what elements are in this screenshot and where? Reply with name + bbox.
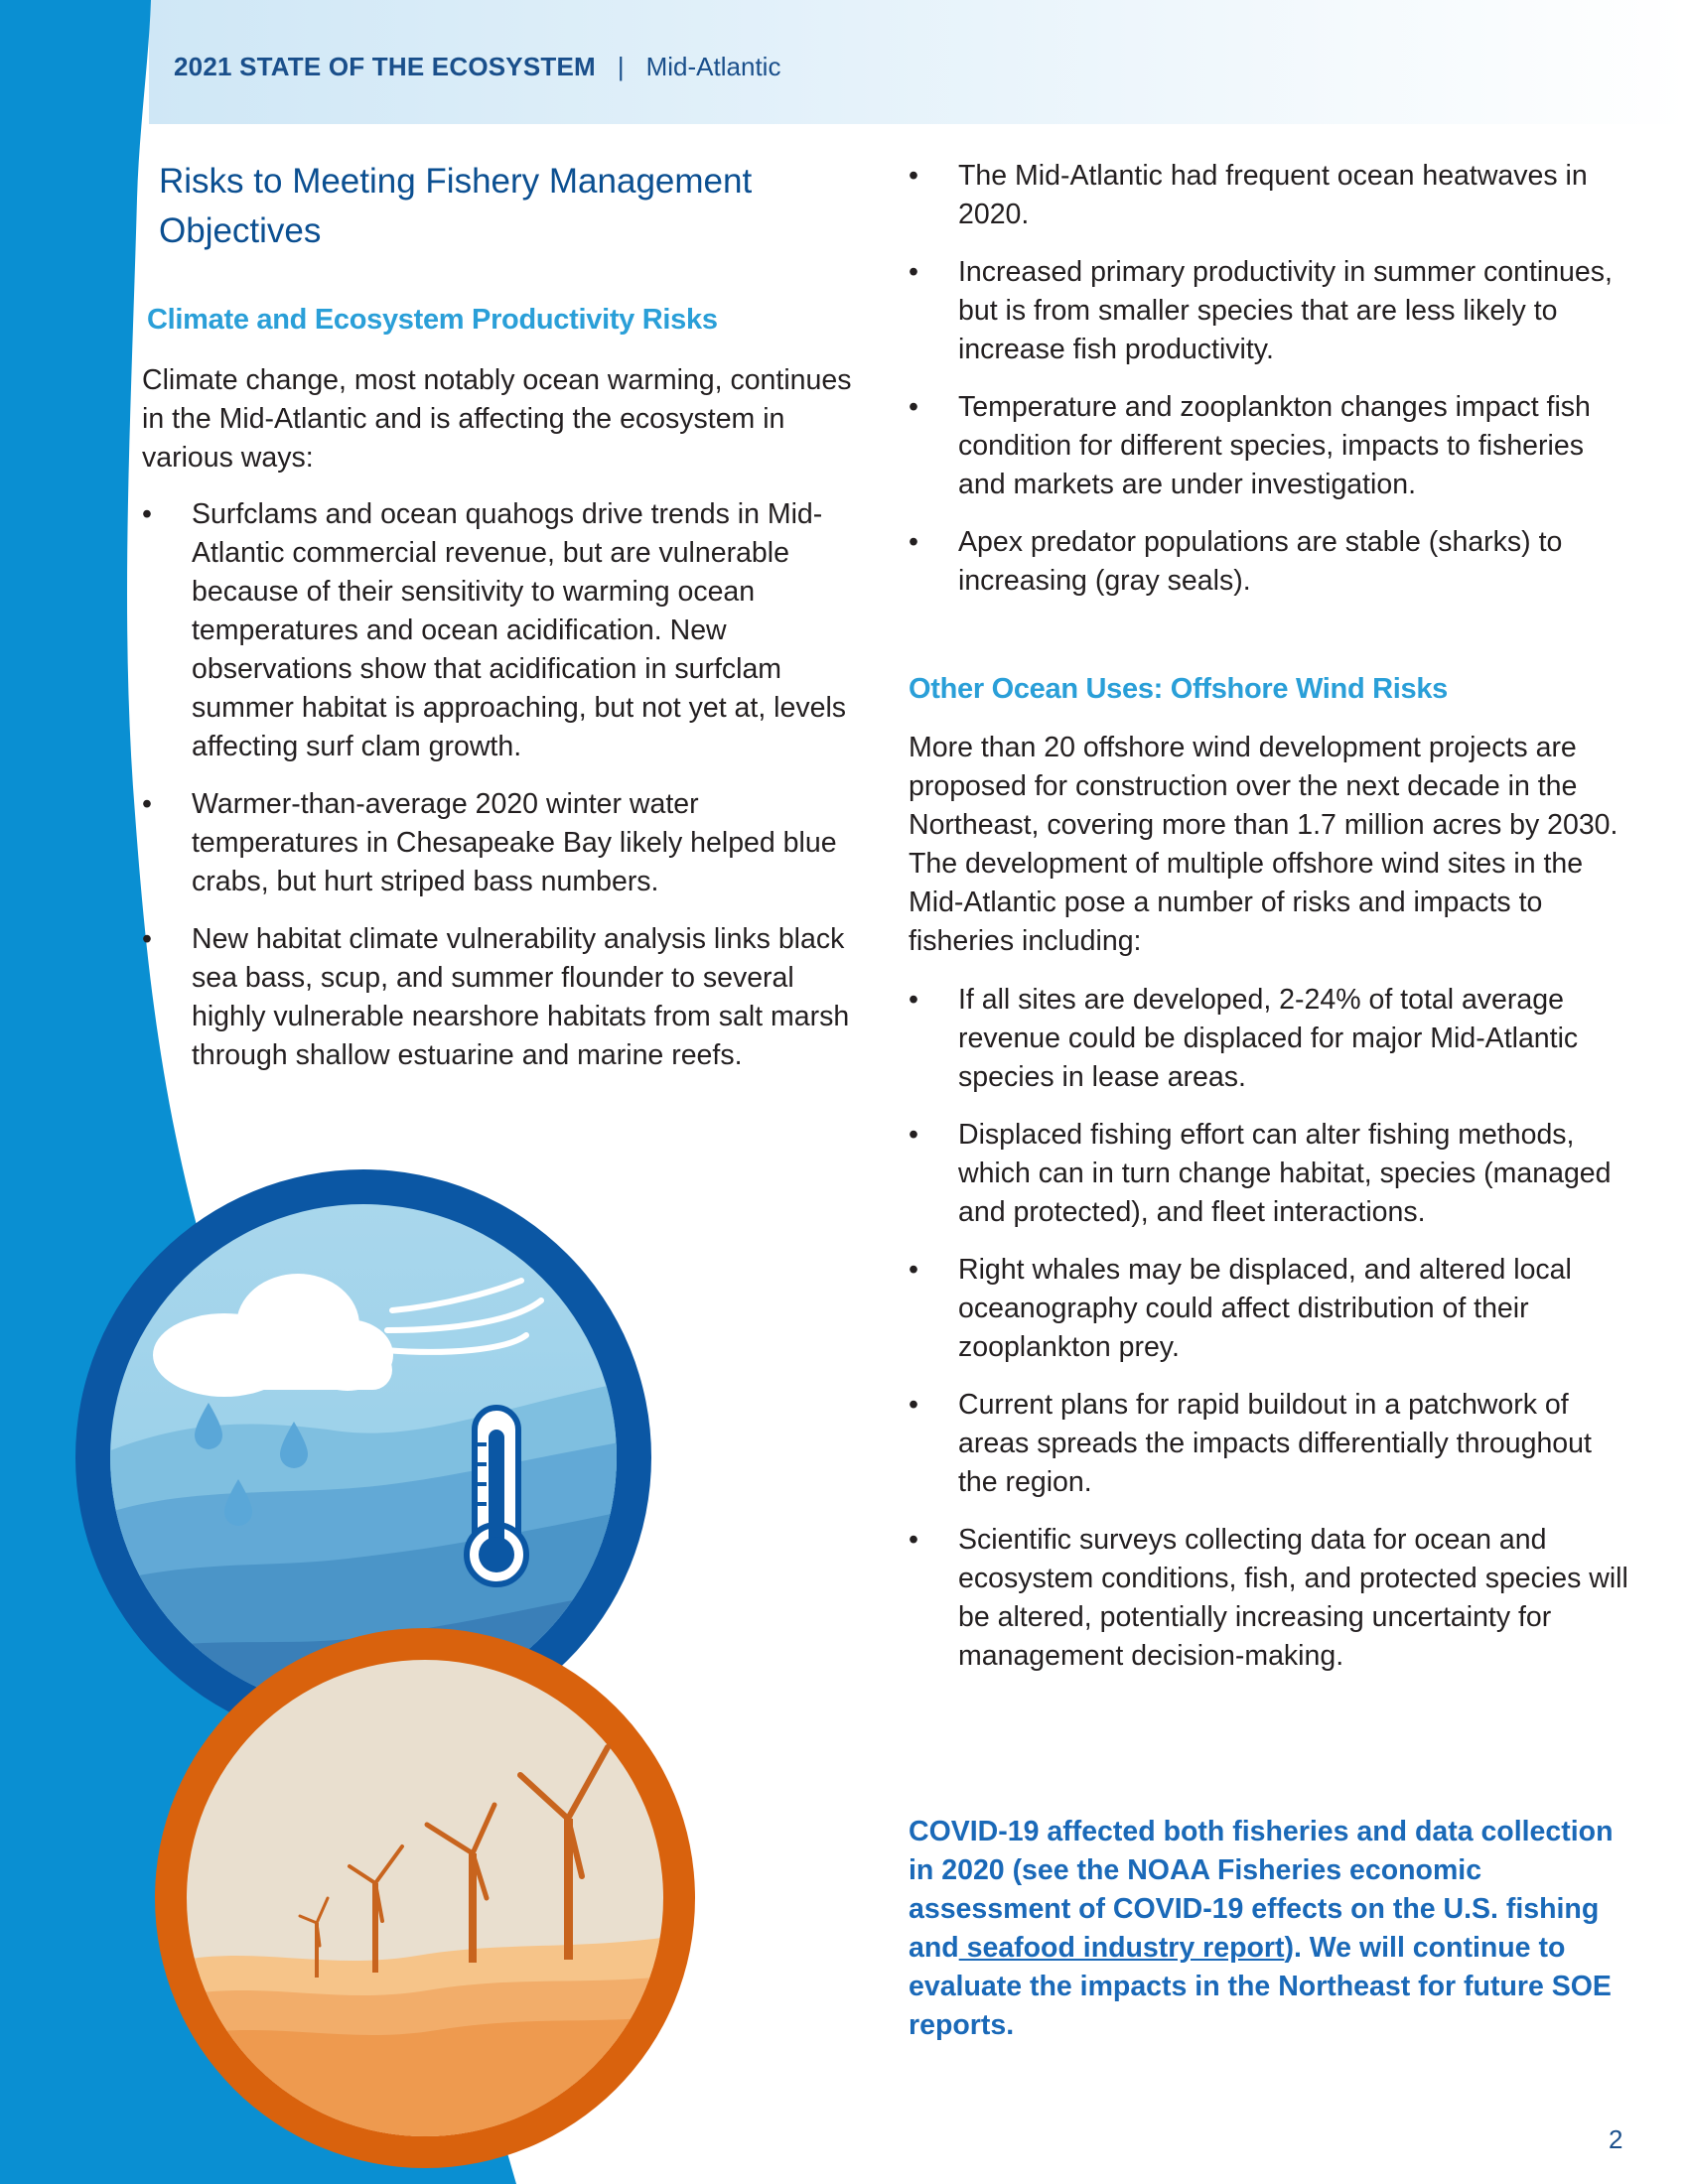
wind-heading: Other Ocean Uses: Offshore Wind Risks (909, 673, 1449, 705)
wind-farm-illustration (155, 1628, 695, 2168)
page-title: Risks to Meeting Fishery Management Objectives (159, 162, 753, 250)
covid-text-before: COVID-19 affected both fisheries and data collection in 2020 (see the NOAA Fisheries economic assessment of COVID-19 effects on the U.S. fishing and (909, 1816, 1614, 1964)
list-item: • Increased primary productivity in summer continues, but is from smaller species that are less likely to increase fish productivity. (909, 253, 1633, 369)
report-title: 2021 STATE OF THE ECOSYSTEM (174, 52, 596, 81)
thermometer-icon (467, 1408, 526, 1584)
header-separator: | (617, 52, 625, 81)
page-number: 2 (1609, 2124, 1623, 2154)
seafood-report-link[interactable]: seafood industry report (958, 1932, 1285, 1964)
region-label: Mid-Atlantic (645, 52, 781, 81)
climate-continued-list (909, 157, 1633, 619)
climate-intro: Climate change, most notably ocean warming, continues in the Mid-Atlantic and is affecting the ecosystem in various ways: (142, 364, 852, 474)
list-item: • New habitat climate vulnerability analysis links black sea bass, scup, and summer flounder to several highly vulnerable nearshore habitats from salt marsh through shallow estuarine and marine reefs. (142, 920, 862, 1075)
covid-note (909, 1813, 1633, 2045)
list-item: • Surfclams and ocean quahogs drive trends in Mid-Atlantic commercial revenue, but are vulnerable because of their sensitivity to warming ocean temperatures and ocean acidification. New observations show that acidification in surfclam summer habitat is approaching, but not yet at, levels affecting surf clam growth. (142, 495, 862, 766)
list-item: • Apex predator populations are stable (sharks) to increasing (gray seals). (909, 523, 1633, 601)
covid-text-after: ). We will continue to evaluate the impacts in the Northeast for future SOE reports. (909, 1932, 1612, 2041)
list-item: • Temperature and zooplankton changes impact fish condition for different species, impacts to fisheries and markets are under investigation. (909, 388, 1633, 504)
wind-intro: More than 20 offshore wind development projects are proposed for construction over the next decade in the Northeast, covering more than 1.7 million acres by 2030. The development of multiple offshore wind sites in the Mid-Atlantic pose a number of risks and impacts to fisheries including: (909, 732, 1618, 957)
climate-bullet-list (142, 495, 862, 1094)
list-item: • Warmer-than-average 2020 winter water temperatures in Chesapeake Bay likely helped blue crabs, but hurt striped bass numbers. (142, 785, 862, 901)
list-item: • Right whales may be displaced, and altered local oceanography could affect distribution of their zooplankton prey. (909, 1251, 1633, 1367)
list-item: • Current plans for rapid buildout in a patchwork of areas spreads the impacts differentially throughout the region. (909, 1386, 1633, 1502)
list-item: • The Mid-Atlantic had frequent ocean heatwaves in 2020. (909, 157, 1633, 234)
wind-bullet-list (909, 981, 1633, 1695)
list-item: • Displaced fishing effort can alter fishing methods, which can in turn change habitat, species (managed and protected), and fleet interactions. (909, 1116, 1633, 1232)
climate-heading: Climate and Ecosystem Productivity Risks (147, 304, 718, 336)
running-header (174, 52, 780, 82)
list-item: • If all sites are developed, 2-24% of total average revenue could be displaced for major Mid-Atlantic species in lease areas. (909, 981, 1633, 1097)
list-item: • Scientific surveys collecting data for ocean and ecosystem conditions, fish, and protected species will be altered, potentially increasing uncertainty for management decision-making. (909, 1521, 1633, 1676)
